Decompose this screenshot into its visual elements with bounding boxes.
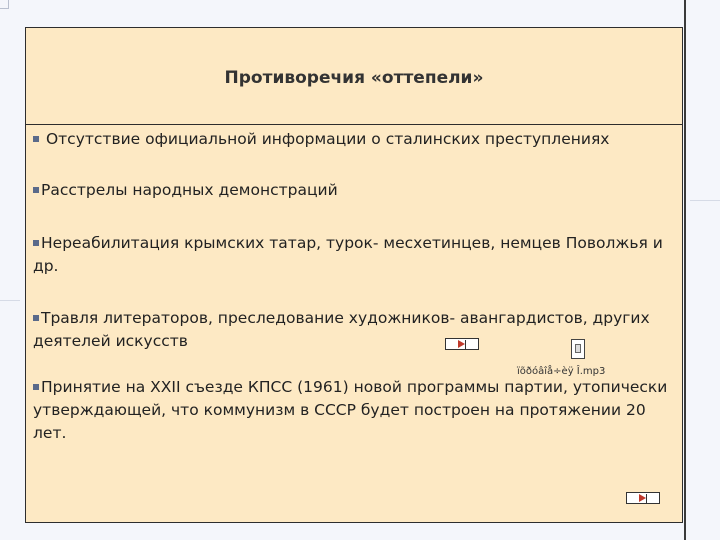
slide	[25, 27, 683, 523]
bullet-marker-icon	[33, 315, 39, 321]
bullet-item	[33, 232, 673, 278]
bullet-text: Отсутствие официальной информации о сталинских преступлениях	[45, 130, 610, 148]
bullet-text: Принятие на XXII съезде КПСС (1961) новой программы партии, утопически утверждающей, что коммунизм в СССР будет построен на протяжении 20 лет.	[33, 378, 668, 442]
background-line	[0, 300, 20, 301]
title-band	[26, 28, 682, 125]
slide-title: Противоречия «оттепели»	[224, 68, 484, 88]
play-icon	[639, 494, 646, 502]
bullet-marker-icon	[33, 136, 39, 142]
next-action-button[interactable]	[626, 492, 660, 504]
bullet-item	[33, 179, 673, 202]
play-bar	[465, 340, 466, 349]
play-icon	[458, 340, 465, 348]
background-line	[690, 200, 720, 201]
bullet-marker-icon	[33, 240, 39, 246]
bullet-marker-icon	[33, 187, 39, 193]
bullet-item	[33, 128, 673, 151]
play-bar	[646, 494, 647, 503]
bullet-item	[33, 376, 673, 445]
window-right-edge	[684, 0, 686, 540]
bullet-marker-icon	[33, 384, 39, 390]
audio-file-icon[interactable]	[571, 339, 585, 359]
play-button[interactable]	[445, 338, 479, 350]
bullet-text: Нереабилитация крымских татар, турок- месхетинцев, немцев Поволжья и др.	[33, 234, 663, 275]
bullet-text: Травля литераторов, преследование художников- авангардистов, других деятелей искусств	[33, 309, 650, 350]
bullet-text: Расстрелы народных демонстраций	[41, 181, 338, 199]
page-corner-frame	[0, 0, 9, 9]
audio-file-name[interactable]: ïõðóâîå÷èÿ Î.mp3	[517, 366, 606, 377]
